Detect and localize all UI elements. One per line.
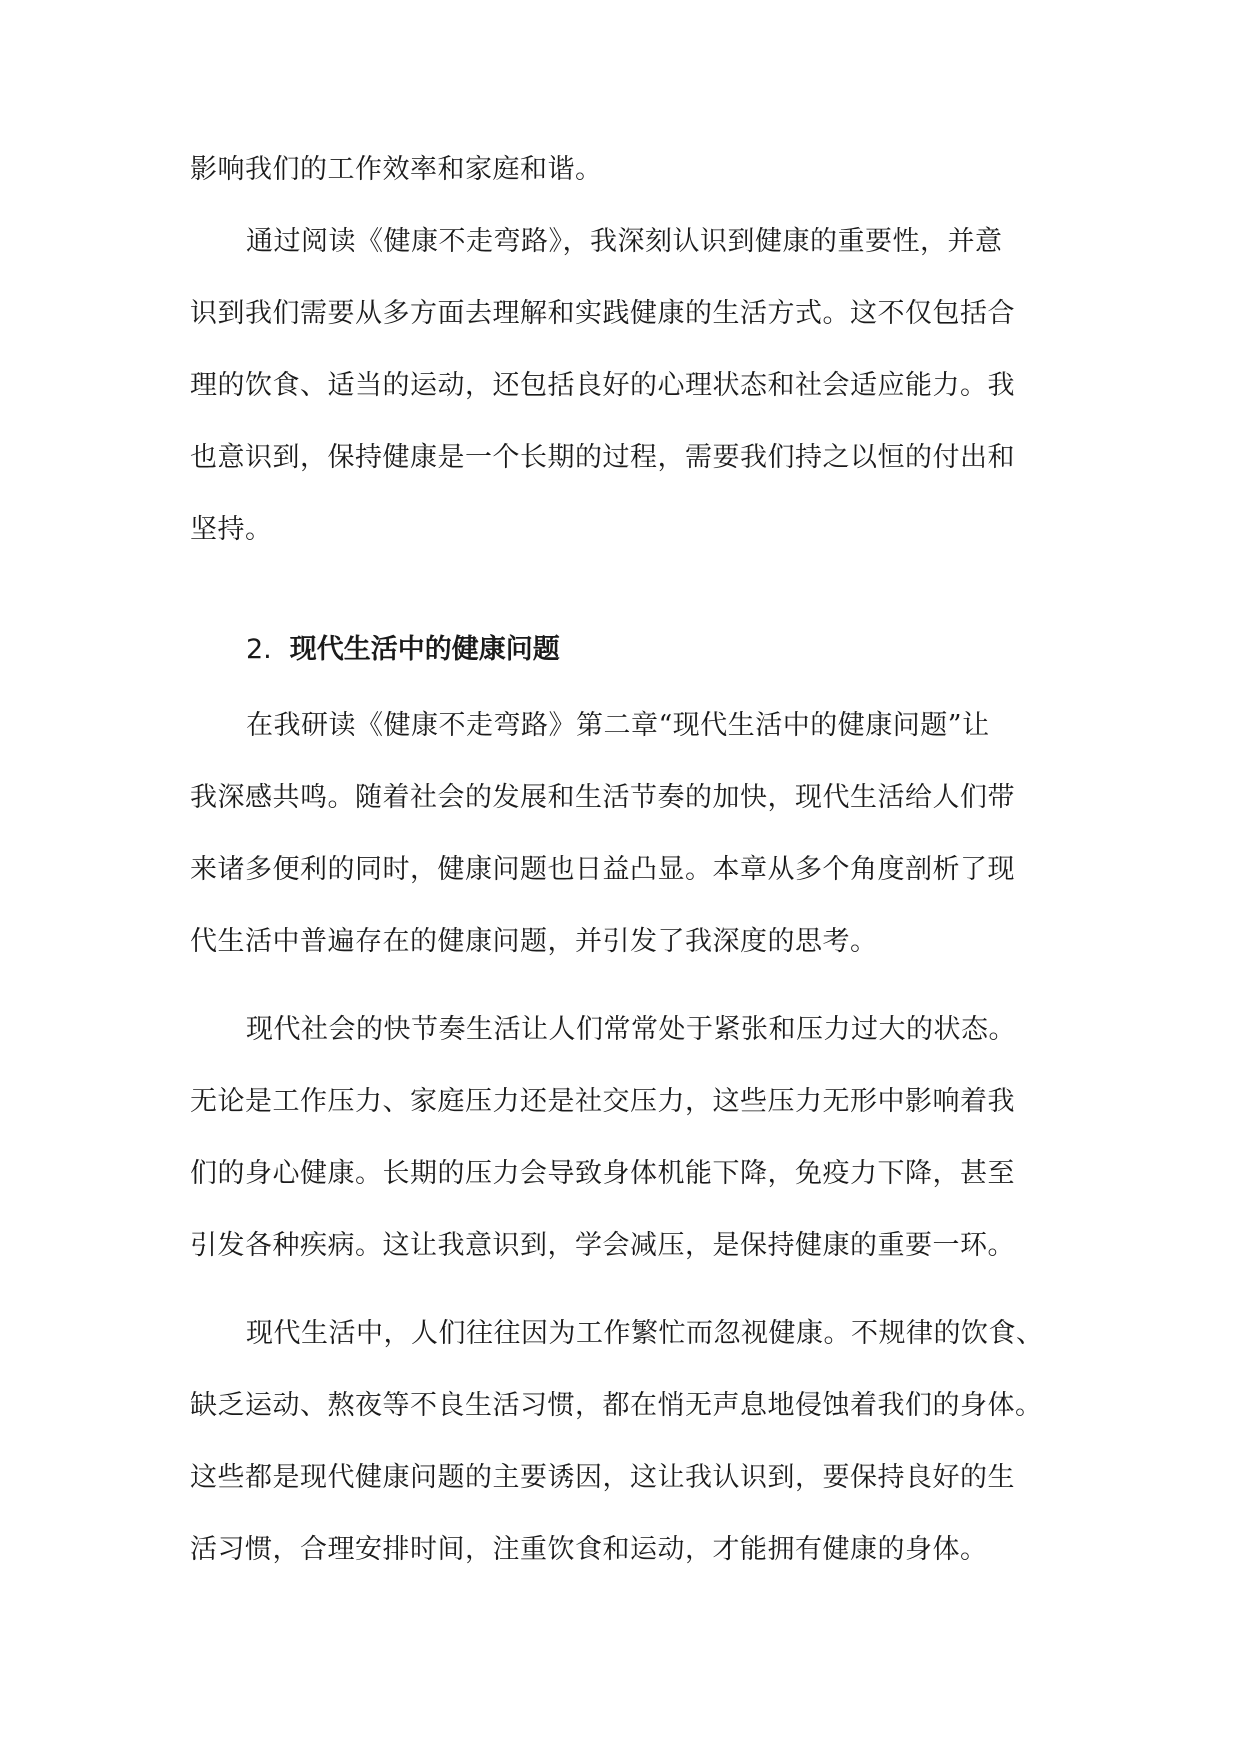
section-heading bbox=[246, 630, 560, 670]
text-line: 也意识到，保持健康是一个长期的过程，需要我们持之以恒的付出和 bbox=[190, 442, 1015, 473]
text-line: 引发各种疾病。这让我意识到，学会减压，是保持健康的重要一环。 bbox=[190, 1230, 1015, 1261]
text-line: 坚持。 bbox=[190, 514, 273, 545]
text-line: 影响我们的工作效率和家庭和谐。 bbox=[190, 154, 603, 185]
text-line: 活习惯，合理安排时间，注重饮食和运动，才能拥有健康的身体。 bbox=[190, 1534, 988, 1565]
text-line: 无论是工作压力、家庭压力还是社交压力，这些压力无形中影响着我 bbox=[190, 1086, 1015, 1117]
text-line: 这些都是现代健康问题的主要诱因，这让我认识到，要保持良好的生 bbox=[190, 1462, 1015, 1493]
text-line: 识到我们需要从多方面去理解和实践健康的生活方式。这不仅包括合 bbox=[190, 298, 1015, 329]
section-number: 2. bbox=[246, 634, 272, 665]
text-line: 现代生活中，人们往往因为工作繁忙而忽视健康。不规律的饮食、 bbox=[246, 1318, 1044, 1349]
text-line: 现代社会的快节奏生活让人们常常处于紧张和压力过大的状态。 bbox=[246, 1014, 1016, 1045]
text-line: 通过阅读《健康不走弯路》，我深刻认识到健康的重要性，并意 bbox=[246, 226, 1003, 257]
text-line: 理的饮食、适当的运动，还包括良好的心理状态和社会适应能力。我 bbox=[190, 370, 1015, 401]
text-line: 我深感共鸣。随着社会的发展和生活节奏的加快，现代生活给人们带 bbox=[190, 782, 1015, 813]
text-line: 来诸多便利的同时，健康问题也日益凸显。本章从多个角度剖析了现 bbox=[190, 854, 1015, 885]
text-line: 代生活中普遍存在的健康问题，并引发了我深度的思考。 bbox=[190, 926, 878, 957]
section-title: 现代生活中的健康问题 bbox=[289, 634, 560, 665]
text-line: 缺乏运动、熬夜等不良生活习惯，都在悄无声息地侵蚀着我们的身体。 bbox=[190, 1390, 1043, 1421]
text-line: 们的身心健康。长期的压力会导致身体机能下降，免疫力下降，甚至 bbox=[190, 1158, 1015, 1189]
text-line: 在我研读《健康不走弯路》第二章“现代生活中的健康问题”让 bbox=[246, 710, 990, 741]
